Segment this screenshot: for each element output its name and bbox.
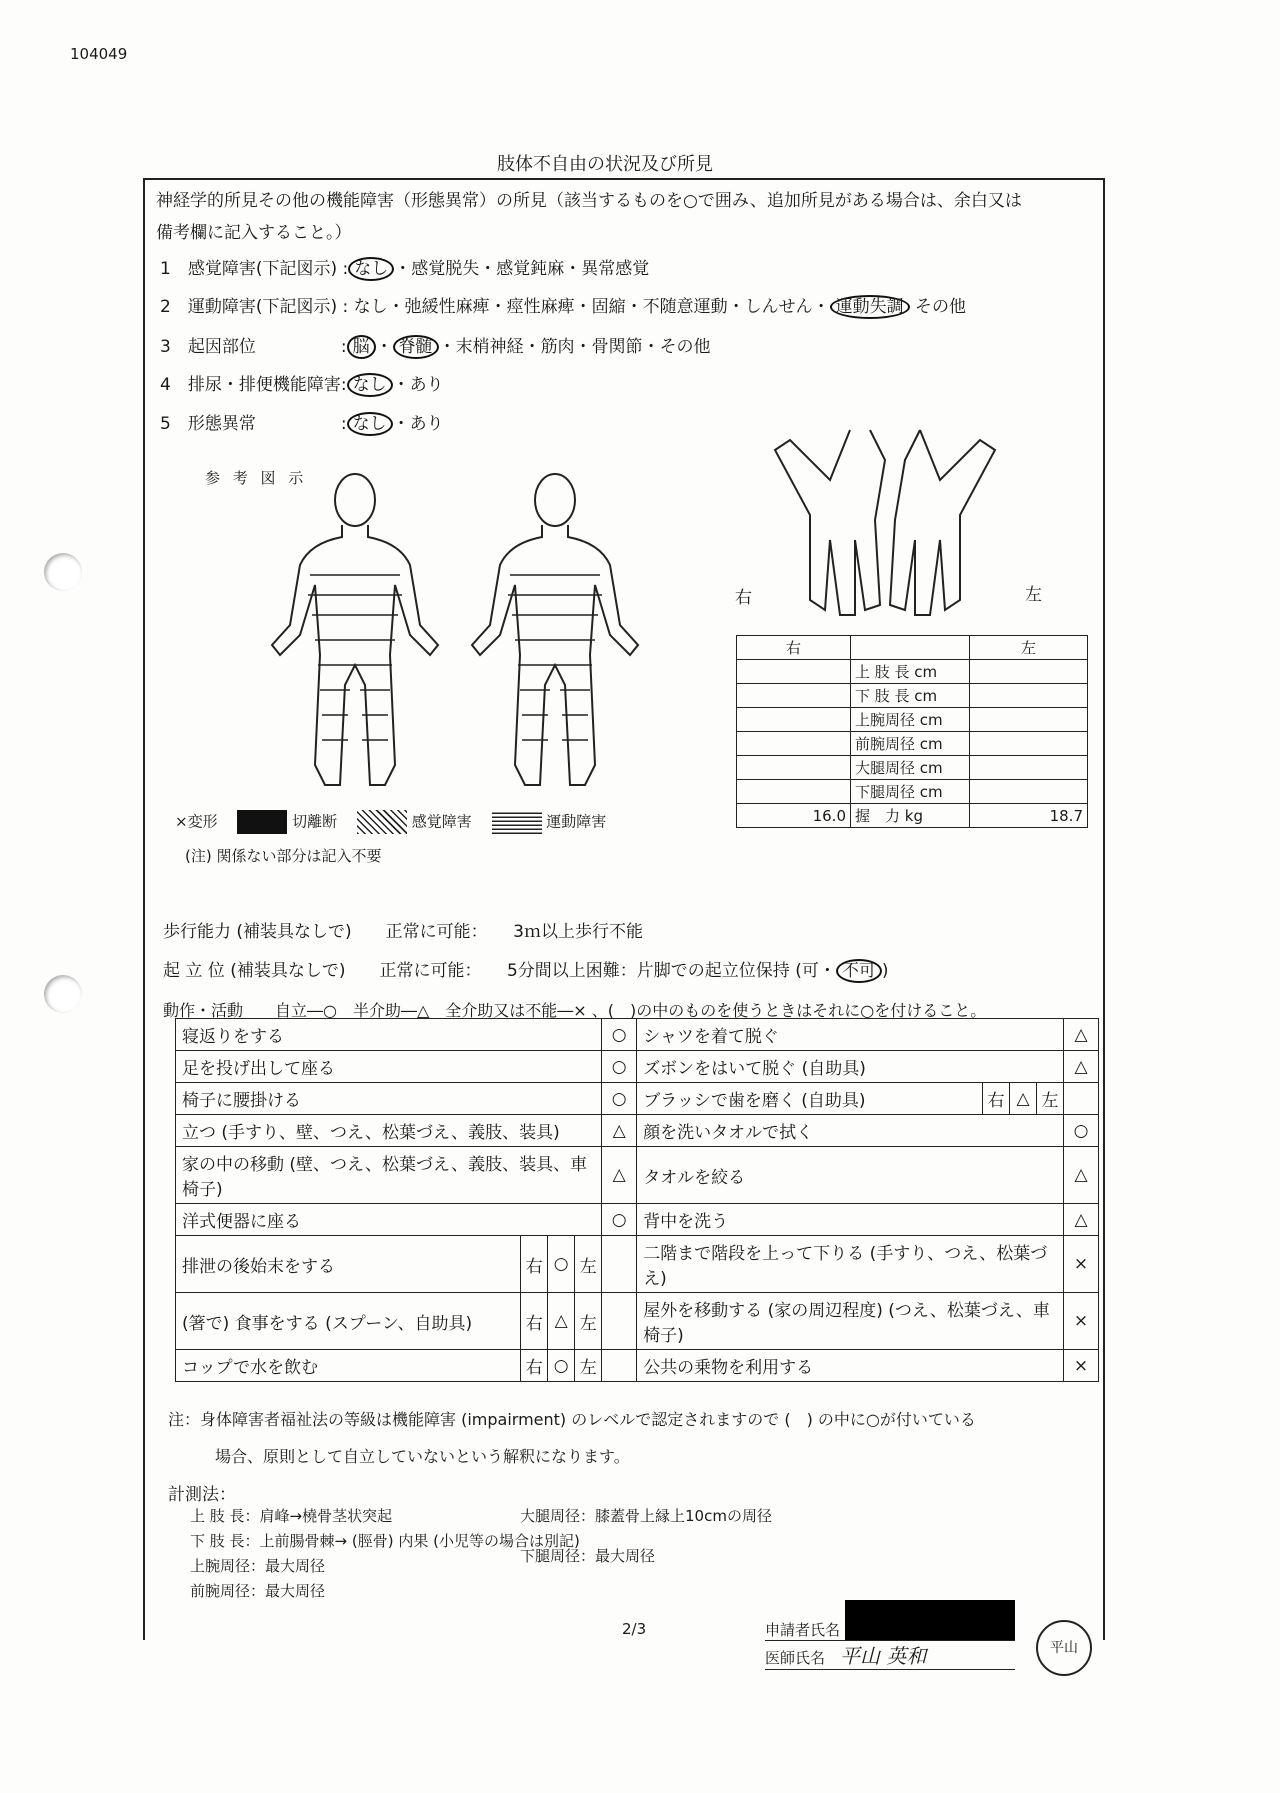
activities-table (175, 1018, 1099, 1382)
measure-row: 上腕周径 cm (737, 708, 1088, 732)
activity-row: 洋式便器に座る ○ 背中を洗う △ (176, 1204, 1099, 1236)
intro-text-2: 備考欄に記入すること。） (156, 223, 352, 243)
page-title: 肢体不自由の状況及び所見 (497, 154, 713, 175)
activity-row: コップで水を飲む 右 ○ 左 公共の乗物を利用する × (176, 1350, 1099, 1382)
note-line-1: 注：身体障害者福祉法の等級は機能障害 (impairment) のレベルで認定されますので ( ) の中に○が付いている (168, 1410, 976, 1429)
activity-header: 動作・活動 自立―○ 半介助―△ 全介助又は不能―× 、( )の中のものを使うときはそれに○を付けること。 (163, 1001, 987, 1020)
method-title: 計測法： (168, 1485, 236, 1505)
item-excretion: 4 排尿・排便機能障害: なし ・あり (160, 375, 444, 395)
hands-diagram (720, 420, 1050, 620)
measure-row: 下腿周径 cm (737, 780, 1088, 804)
legend: ×変形 切離断 感覚障害 運動障害 (175, 810, 606, 834)
doctor-name-field: 医師氏名 平山 英和 (765, 1640, 1015, 1670)
amputation-swatch (237, 810, 287, 834)
hand-left-label: 左 (1025, 585, 1042, 605)
body-diagram (260, 465, 650, 795)
binder-hole (44, 553, 82, 591)
left-hand-figure (890, 430, 995, 615)
motor-swatch (492, 810, 542, 834)
item-motor: 2 運動障害(下記図示) : なし・弛緩性麻痺・痙性麻痺・固縮・不随意運動・しんせん・ 運動失調 その他 (160, 297, 967, 317)
item-sensory: 1 感覚障害(下記図示) : なし ・感覚脱失・感覚鈍麻・異常感覚 (160, 259, 650, 279)
figure-label: 参 考 図 示 (205, 469, 308, 487)
method-line: 下 肢 長：上前腸骨棘→ (脛骨) 内果 (小児等の場合は別記) (190, 1532, 580, 1550)
page-number: 2/3 (622, 1620, 647, 1638)
activity-row: 立つ (手すり、壁、つえ、松葉づえ、義肢、装具) △ 顔を洗いタオルで拭く ○ (176, 1115, 1099, 1147)
item-deformity: 5 形態異常 : なし ・あり (160, 414, 444, 434)
measure-row: 上 肢 長 cm (737, 660, 1088, 684)
redaction-block (845, 1600, 1015, 1640)
applicant-name-field: 申請者氏名 (765, 1600, 1015, 1641)
measure-row: 下 肢 長 cm (737, 684, 1088, 708)
measure-header-left: 左 (970, 636, 1088, 660)
measure-row: 大腿周径 cm (737, 756, 1088, 780)
measure-header-right: 右 (737, 636, 851, 660)
item-cause: 3 起因部位 : 脳 ・ 脊髄 ・末梢神経・筋肉・骨関節・その他 (160, 337, 711, 357)
body-front-figure (272, 474, 438, 785)
doctor-seal: 平山 (1036, 1620, 1092, 1676)
method-line: 上 肢 長：肩峰→橈骨茎状突起 (190, 1507, 393, 1525)
document-id: 104049 (70, 45, 128, 63)
method-line: 前腕周径：最大周径 (190, 1582, 326, 1600)
doctor-signature: 平山 英和 (840, 1644, 927, 1668)
activity-row: 寝返りをする ○ シャツを着て脱ぐ △ (176, 1019, 1099, 1051)
method-line: 大腿周径：膝蓋骨上縁上10cmの周径 (520, 1507, 772, 1525)
activity-row: 排泄の後始末をする 右 ○ 左 二階まで階段を上って下りる (手すり、つえ、松葉づえ) × (176, 1236, 1099, 1293)
walking-ability: 歩行能力 (補装具なしで) 正常に可能： 3ｍ以上歩行不能 (163, 922, 643, 942)
method-line: 下腿周径：最大周径 (520, 1547, 656, 1565)
measure-row: 前腕周径 cm (737, 732, 1088, 756)
activity-row: 椅子に腰掛ける ○ ブラッシで歯を磨く (自助具) 右 △ 左 (176, 1083, 1099, 1115)
sensory-swatch (357, 810, 407, 834)
binder-hole (44, 975, 82, 1013)
activity-row: 足を投げ出して座る ○ ズボンをはいて脱ぐ (自助具) △ (176, 1051, 1099, 1083)
activity-row: (箸で) 食事をする (スプーン、自助具) 右 △ 左 屋外を移動する (家の周辺程度) (つえ、松葉づえ、車椅子) × (176, 1293, 1099, 1350)
intro-text: 神経学的所見その他の機能障害（形態異常）の所見（該当するものを○で囲み、追加所見がある場合は、余白又は (156, 191, 1022, 211)
measure-row-grip: 16.0 握 力 kg 18.7 (737, 804, 1088, 828)
legend-note: (注) 関係ない部分は記入不要 (185, 847, 382, 865)
body-back-figure (472, 474, 638, 785)
method-line: 上腕周径：最大周径 (190, 1557, 326, 1575)
measurement-table (736, 635, 1088, 828)
hand-right-label: 右 (735, 588, 752, 608)
note-line-2: 場合、原則として自立していないという解釈になります。 (215, 1447, 630, 1466)
right-hand-figure (775, 430, 885, 615)
activity-row: 家の中の移動 (壁、つえ、松葉づえ、義肢、装具、車椅子) △ タオルを絞る △ (176, 1147, 1099, 1204)
standing-position: 起 立 位 (補装具なしで) 正常に可能： 5分間以上困難：片脚での起立位保持 (可・ 不可 ) (163, 961, 889, 981)
